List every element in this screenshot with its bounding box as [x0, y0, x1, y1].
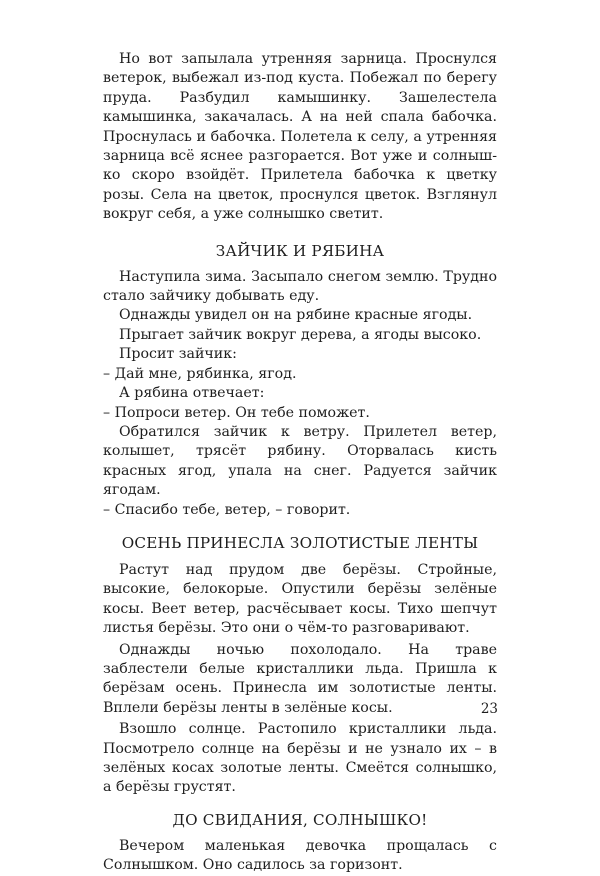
- story2-paragraph: Однажды ночью похолодало. На траве заблестели белые кристаллики льда. Пришла к берёзам осень. Принесла им золотистые ленты. Вплели берёзы ленты в зелёные косы.: [103, 641, 497, 716]
- intro-paragraph: Но вот запылала утренняя зарница. Проснулся ветерок, выбежал из-под куста. Побежал по берегу пруда. Разбудил камышинку. Зашелестела камышинка, закачалась. А на ней спала бабочка. Проснулась и бабочка. Полетела к селу, а утренняя зарница всё яснее разгорается. Вот уже и солнышко скоро взойдёт. Прилетела бабочка к цветку розы. Села на цветок, проснулся цветок. Взглянул вокруг себя, а уже солнышко светит.: [103, 51, 497, 223]
- story3-paragraph: Вечером маленькая девочка прощалась с Солнышком. Оно садилось за горизонт.: [103, 837, 497, 874]
- story2-paragraph: Растут над прудом две берёзы. Стройные, высокие, белокорые. Опустили берёзы зелёные косы. Веет ветер, расчёсывает косы. Тихо шепчут листья берёзы. Это они о чём-то разговаривают.: [103, 561, 497, 637]
- story1-paragraph: Однажды увидел он на рябине красные ягоды.: [119, 307, 473, 324]
- story1-paragraph: А рябина отвечает:: [119, 385, 265, 402]
- story1-dialogue-line: – Попроси ветер. Он тебе поможет.: [103, 404, 370, 421]
- story-title-do-svidaniya: ДО СВИДАНИЯ, СОЛНЫШКО!: [172, 810, 428, 829]
- story1-dialogue-line: – Дай мне, рябинка, ягод.: [103, 365, 297, 382]
- story1-paragraph: Прыгает зайчик вокруг дерева, а ягоды высоко.: [119, 326, 482, 343]
- story2-paragraph: Взошло солнце. Растопило кристаллики льда. Посмотрело солнце на берёзы и не узнало их – в зелёных косах золотые ленты. Смеётся солнышко, а берёзы грустят.: [103, 721, 497, 796]
- story1-dialogue-line: – Спасибо тебе, ветер, – говорит.: [103, 501, 351, 518]
- story1-paragraph: Наступила зима. Засыпало снегом землю. Трудно стало зайчику добывать еду.: [103, 268, 497, 305]
- story1-paragraph: Обратился зайчик к ветру. Прилетел ветер, колышет, трясёт рябину. Оторвалась кисть красных ягод, упала на снег. Радуется зайчик ягодам.: [103, 423, 497, 499]
- story1-paragraph: Просит зайчик:: [119, 346, 237, 363]
- book-page: [103, 50, 497, 876]
- story-title-osen: ОСЕНЬ ПРИНЕСЛА ЗОЛОТИСТЫЕ ЛЕНТЫ: [121, 533, 479, 552]
- story-title-zaichik: ЗАЙЧИК И РЯБИНА: [215, 241, 385, 260]
- page-number: 23: [480, 701, 498, 717]
